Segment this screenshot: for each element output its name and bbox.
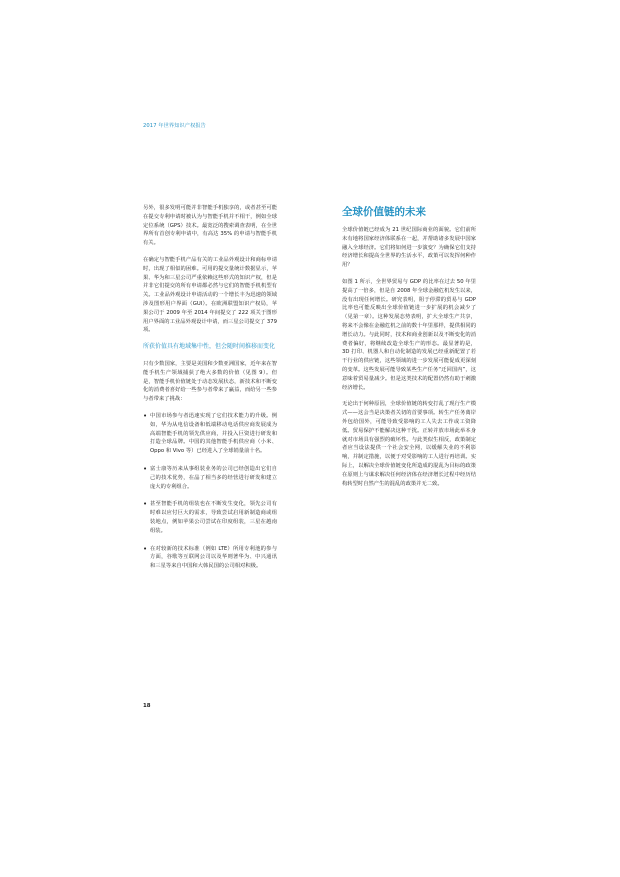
left-column [143, 204, 277, 580]
body-paragraph: 全球价值链已经成为 21 世纪国际商业的面貌。它们前所未有地将国家经济体联系在一起，并帮助诸多发展中国家融入全球经济。它们将如何进一步演变？为确保它们支持经济增长和提高全世界的生活水平，政策可以发挥何种作用？ [342, 227, 476, 269]
body-paragraph: 在确定与智能手机产品有关的工业品外观设计和商标申请时，出现了相似的困难。可用的提交量统计数据显示，苹果、华为和三星公司严重依赖这些形式的知识产权，但是并非它们提交的所有申请都必然与它们的智能手机机型有关。工业品外观设计申请活动的一个增长丰为迅速的领域涉及图形用户界面（GUI）。在欧洲联盟知识产权局，苹果公司于 2009 年至 2014 年间提交了 222 项关于图形用户界面的工业品外观设计申请，而三星公司提交了 379 项。 [143, 256, 277, 334]
bullet-item: • 甚至智能手机的组装也在不断发生变化，领先公司有时难以应付巨大的需求，导致尝试启用新制造商或组装地点，例如苹果公司尝试在印度组装，三星在越南组装。 [143, 500, 277, 535]
right-column [342, 226, 476, 496]
body-paragraph: 如图 1 所示，全世界贸易与 GDP 的比率在过去 50 年里提高了一倍多，但是自 2008 年全球金融危机发生以来，没有出现任何增长。研究表明，阻于停滞的贸易与 GDP 比率也可能反映出全球价值链进一步扩展的机会减少了（见第一章）。这种发展态势表明，扩大全球生产共享，将来不会像在金融危机之前的数十年里那样，提供相同的增长动力。与此同时，技术和商业创新以及不断变化的消费者偏好，将继续改造全球生产的形态。最显著的是，3D 打印、机器人和自动化制造的发展已经重新配置了若干行业的供应链，这些领域的进一步发展可能促成更深刻的变革。这些发展可能导致某些生产任务“迁回国内”，这意味着贸易量减少。但是这类技术的配置仍然有助于刺激经济增长。 [342, 278, 476, 391]
page-number: 18 [143, 703, 151, 709]
bullet-item: • 富士康等历来从事组装业务的公司已经创造出它们自己的技术优势，在晶了相当多的经营进行研发和建立庞大的专利组合。 [143, 465, 277, 491]
body-paragraph: 只有少数国家，主要是美国和少数亚洲国家，近年来在智能手机生产领域捕获了绝大多数的价值（见图 9）。但是，智能手机价值链处于动态发展状态，新技术和不断变化的消费者喜好给一些参与者带来了赢益，而给另一些参与者带来了挑战： [143, 360, 277, 403]
bullet-list [143, 412, 277, 571]
bullet-item: • 在对较新的技术标准（例如 LTE）所用专利池的参与方面，谷歌等互联网公司以及华则著华为、中兴通讯和三星等来自中国和大韩民国的公司相对积极。 [143, 545, 277, 571]
body-paragraph: 另外，很多发明可能并非智能手机独享的，或者甚至可能在提交专利申请时被认为与智能手机并不相干，例如全球定位系统（GPS）技术。最宽泛的搜索调查表明，在全世界所有首创专利申请中，有高达 35% 的申请与智能手机有关。 [143, 205, 277, 247]
section-title: 全球价值链的未来 [342, 206, 426, 218]
body-paragraph: 无论出于何种原因，全球价值链的转变打乱了现行生产模式——这会当是决策者关切的首要事项。转生产任务离岸外包给国外，可能导致受影响的工人失去工作或工资降低。贸易保护不能解决这种干扰。正转并放市场此举本身就对市场具有强烈的破坏性。与此类似生相反，政策制定者应当设法提供一个社会安全网，以缓解失业的不利影响，并制定措施，以便于对受影响的工人进行再培训。实际上，以解决全球价值链变化所造成的混乱为目标的政策在原则上与谋求解决任何经济体在经济增长过程中经历结构转型时自然产生的混乱的政策并无二致。 [342, 401, 476, 487]
subheading: 所获价值具有地域集中性，但会随时间推移而变化 [143, 343, 276, 351]
bullet-item: • 中国市场参与者迅速实现了它们技术能力的升级。例如，华为从电信设备和低端移动电话供应商发展成为高端智能手机的领先供应商，并投入巨资进行研发和打造全球品牌。中国的其他智能手机供应商（小米、Oppo 和 Vivo 等）已经进入了全球销量前十名。 [143, 412, 277, 456]
running-header: 2017 年世界知识产权报告 [143, 123, 206, 129]
